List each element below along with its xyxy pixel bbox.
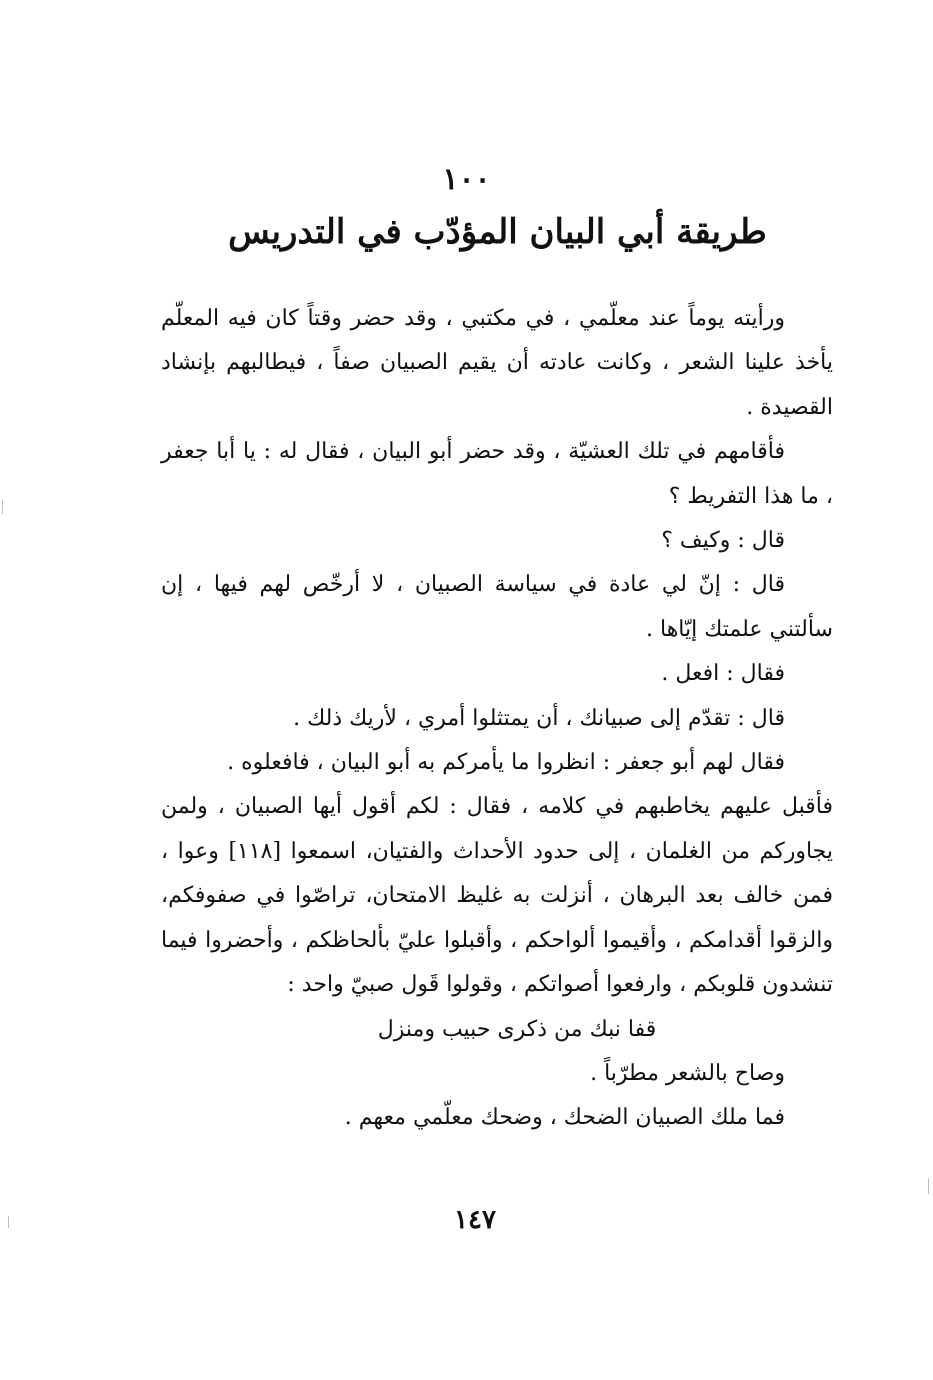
paragraph: ورأيته يوماً عند معلّمي ، في مكتبي ، وقد حضر وقتاً كان فيه المعلّم يأخذ علينا الشعر ، وكانت عادته أن يقيم الصبيان صفاً ، فيطالبهم بإنشاد القصيدة . [161, 306, 833, 420]
paragraph: فما ملك الصبيان الضحك ، وضحك معلّمي معهم . [344, 1105, 785, 1131]
paragraph: فأقامهم في تلك العشيّة ، وقد حضر أبو البيان ، فقال له : يا أبا جعفر ، ما هذا التفريط ؟ [161, 439, 833, 509]
paragraph: قال : إنّ لي عادة في سياسة الصبيان ، لا أرخّص لهم فيها ، إن سألتني علمتك إيّاها . [161, 572, 833, 642]
paragraph: فقال : افعل . [661, 661, 785, 687]
paragraph: فقال لهم أبو جعفر : انظروا ما يأمركم به أبو البيان ، فافعلوه . [227, 750, 785, 776]
section-number: ١٠٠ [442, 162, 491, 197]
body-text [161, 297, 833, 1141]
scan-edge-mark [8, 1216, 9, 1228]
paragraph: قال : وكيف ؟ [661, 528, 785, 554]
paragraph: وصاح بالشعر مطرّباً . [590, 1060, 785, 1086]
scan-edge-mark [2, 500, 3, 514]
poetry-verse: قفا نبك من ذكرى حبيب ومنزل [377, 1016, 657, 1042]
section-title: طريقة أبي البيان المؤدّب في التدريس [228, 212, 767, 252]
page-number: ١٤٧ [454, 1205, 496, 1235]
scan-edge-mark [928, 1178, 929, 1194]
paragraph: قال : تقدّم إلى صبيانك ، أن يمتثلوا أمري ، لأريك ذلك . [293, 705, 785, 731]
paragraph: فأقبل عليهم يخاطبهم في كلامه ، فقال : لكم أقول أيها الصبيان ، ولمن يجاوركم من الغلمان ، إلى حدود الأحداث والفتيان، اسمعوا [١١٨] وعوا ، فمن خالف بعد البرهان ، أنزلت به غليظ الامتحان، تراصّوا في صفوفكم، والزقوا أقدامكم ، وأقيموا ألواحكم ، وأقبلوا عليّ بألحاظكم ، وأحضروا فيما تنشدون قلوبكم ، وارفعوا أصواتكم ، وقولوا قَول صبيّ واحد : [161, 794, 833, 998]
